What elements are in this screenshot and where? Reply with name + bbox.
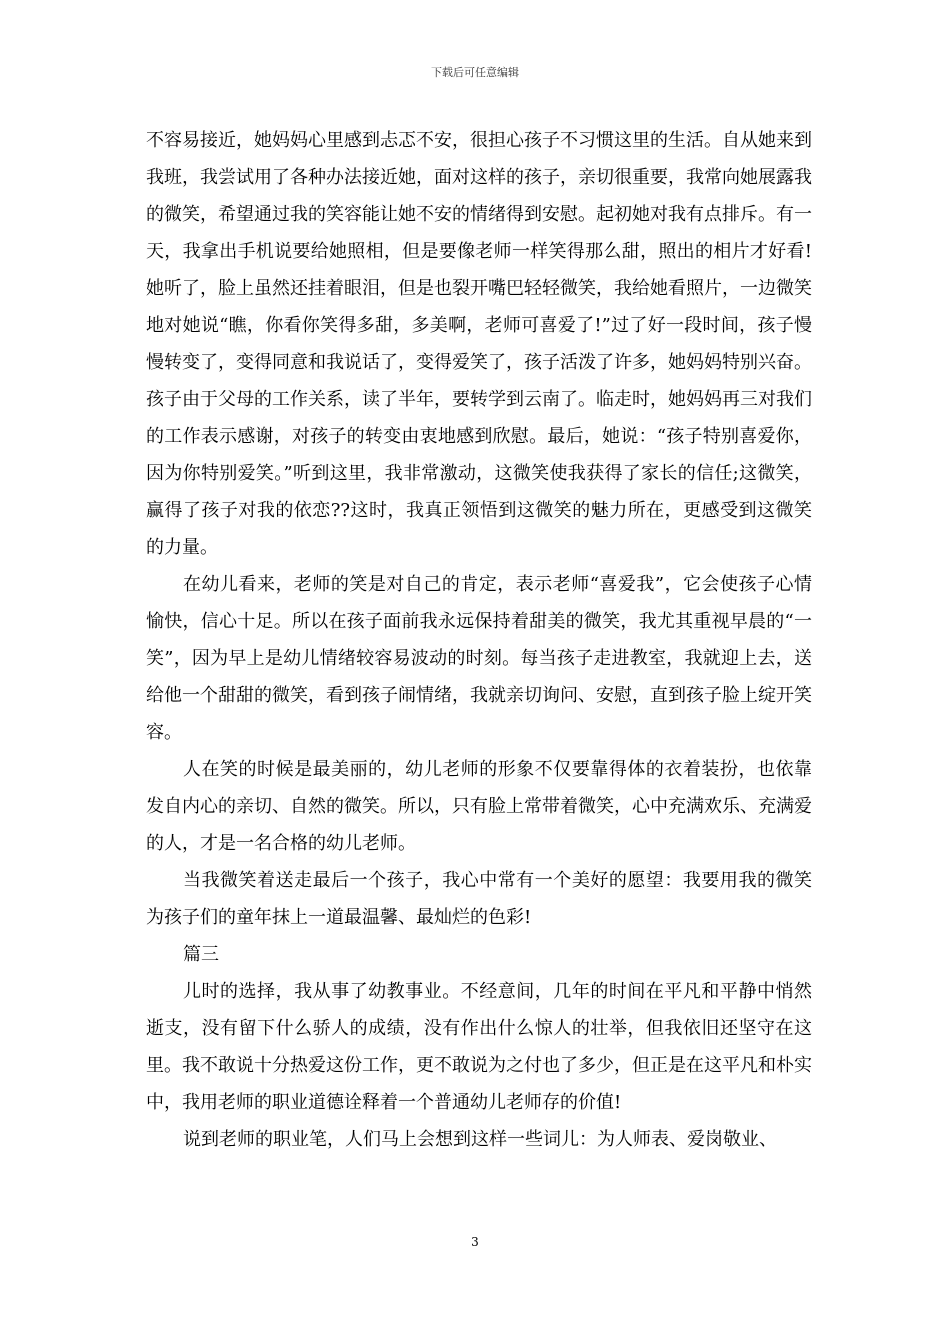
paragraph-4: 当我微笑着送走最后一个孩子，我心中常有一个美好的愿望：我要用我的微笑为孩子们的童年抹上一道最温馨、最灿烂的色彩! (146, 870, 812, 928)
page-number: 3 (471, 1235, 479, 1249)
paragraph-2: 在幼儿看来，老师的笑是对自己的肯定，表示老师“喜爱我”，它会使孩子心情愉快，信心十足。所以在孩子面前我永远保持着甜美的微笑，我尤其重视早晨的“一笑”，因为早上是幼儿情绪较容易波动的时刻。每当孩子走进教室，我就迎上去，送给他一个甜甜的微笑，看到孩子闹情绪，我就亲切询问、安慰，直到孩子脸上绽开笑容。 (146, 574, 812, 743)
paragraph-3: 人在笑的时候是最美丽的，幼儿老师的形象不仅要靠得体的衣着装扮，也依靠发自内心的亲切、自然的微笑。所以，只有脸上常带着微笑，心中充满欢乐、充满爱的人，才是一名合格的幼儿老师。 (146, 759, 812, 854)
page-header: 下载后可任意编辑 (431, 66, 519, 79)
section-heading: 篇三 (183, 944, 219, 965)
document-body (146, 122, 812, 1158)
paragraph-1: 不容易接近，她妈妈心里感到忐忑不安，很担心孩子不习惯这里的生活。自从她来到我班，我尝试用了各种办法接近她，面对这样的孩子，亲切很重要，我常向她展露我的微笑，希望通过我的笑容能让她不安的情绪得到安慰。起初她对我有点排斥。有一天，我拿出手机说要给她照相，但是要像老师一样笑得那么甜，照出的相片才好看!她听了，脸上虽然还挂着眼泪，但是也裂开嘴巴轻轻微笑，我给她看照片，一边微笑地对她说“瞧，你看你笑得多甜，多美啊，老师可喜爱了!”过了好一段时间，孩子慢慢转变了，变得同意和我说话了，变得爱笑了，孩子活泼了许多，她妈妈特别兴奋。孩子由于父母的工作关系，读了半年，要转学到云南了。临走时，她妈妈再三对我们的工作表示感谢，对孩子的转变由衷地感到欣慰。最后，她说：“孩子特别喜爱你，因为你特别爱笑。”听到这里，我非常激动，这微笑使我获得了家长的信任;这微笑，赢得了孩子对我的依恋??这时，我真正领悟到这微笑的魅力所在，更感受到这微笑的力量。 (146, 130, 812, 558)
paragraph-6: 说到老师的职业笔，人们马上会想到这样一些词儿：为人师表、爱岗敬业、 (183, 1129, 777, 1150)
paragraph-5: 儿时的选择，我从事了幼教事业。不经意间，几年的时间在平凡和平静中悄然逝支，没有留下什么骄人的成绩，没有作出什么惊人的壮举，但我依旧还坚守在这里。我不敢说十分热爱这份工作，更不敢说为之付也了多少，但正是在这平凡和朴实中，我用老师的职业道德诠释着一个普通幼儿老师存的价值! (146, 981, 812, 1113)
